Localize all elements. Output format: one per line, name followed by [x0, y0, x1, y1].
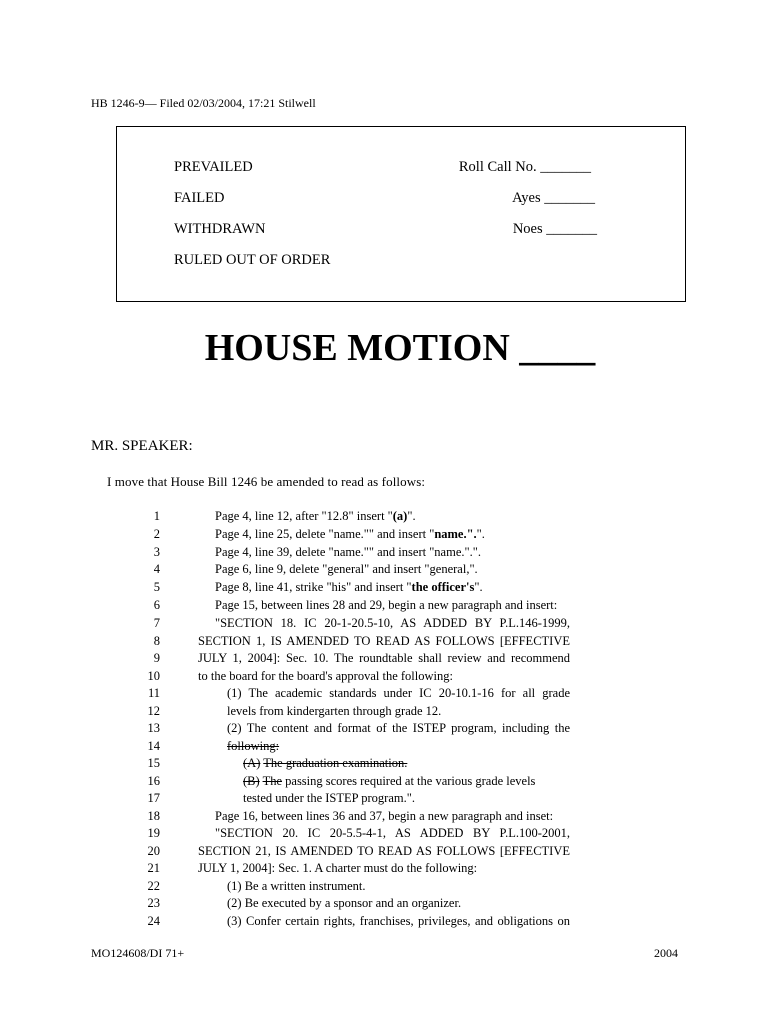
line-number: 8: [153, 634, 160, 648]
line-number: 12: [147, 704, 160, 718]
amendment-line-2: Page 4, line 25, delete "name."" and insert "name.".".: [215, 527, 485, 541]
amendment-line-15: (A) The graduation examination.: [243, 756, 408, 770]
line-number: 2: [153, 527, 160, 541]
ruled-out-label: RULED OUT OF ORDER: [174, 252, 331, 268]
amendment-line-10: to the board for the board's approval the following:: [198, 669, 453, 683]
noes-field: Noes _______: [512, 221, 597, 237]
amendment-line-24: (3) Confer certain rights, franchises, privileges, and obligations on: [227, 914, 570, 928]
amendment-line-1: Page 4, line 12, after "12.8" insert "(a)".: [215, 509, 416, 523]
line-number: 6: [153, 598, 160, 612]
amendment-line-18: Page 16, between lines 36 and 37, begin a new paragraph and inset:: [215, 809, 554, 823]
roll-call-field: Roll Call No. _______: [458, 159, 591, 175]
amendment-line-9: JULY 1, 2004]: Sec. 10. The roundtable shall review and recommend: [198, 651, 570, 665]
withdrawn-label: WITHDRAWN: [174, 221, 266, 237]
filing-header: HB 1246-9— Filed 02/03/2004, 17:21 Stilwell: [91, 96, 316, 110]
line-number: 5: [153, 580, 160, 594]
document-id: MO124608/DI 71+: [91, 946, 185, 960]
line-number: 4: [153, 562, 160, 576]
ayes-field: Ayes _______: [512, 190, 595, 206]
line-number: 17: [147, 791, 160, 805]
line-number: 16: [147, 774, 160, 788]
prevailed-label: PREVAILED: [174, 159, 253, 175]
amendment-line-12: levels from kindergarten through grade 12.: [227, 704, 442, 718]
salutation: MR. SPEAKER:: [91, 438, 193, 454]
amendment-line-8: SECTION 1, IS AMENDED TO READ AS FOLLOWS [EFFECTIVE: [198, 634, 570, 648]
vote-status-box: [116, 126, 686, 302]
footer-year: 2004: [654, 946, 678, 960]
amendment-line-17: tested under the ISTEP program.".: [243, 791, 415, 805]
motion-title: HOUSE MOTION ____: [204, 327, 596, 369]
amendment-line-5: Page 8, line 41, strike "his" and insert "the officer's".: [215, 580, 483, 594]
line-number: 14: [147, 739, 160, 753]
line-number: 19: [147, 826, 160, 840]
line-number: 15: [147, 756, 160, 770]
line-number: 24: [147, 914, 160, 928]
line-number: 1: [153, 509, 160, 523]
amendment-line-16: (B) The passing scores required at the various grade levels: [243, 774, 536, 788]
amendment-line-23: (2) Be executed by a sponsor and an organizer.: [227, 896, 462, 910]
line-number: 18: [147, 809, 160, 823]
line-number: 10: [147, 669, 160, 683]
amendment-line-6: Page 15, between lines 28 and 29, begin a new paragraph and insert:: [215, 598, 558, 612]
line-number: 22: [147, 879, 160, 893]
line-number: 21: [147, 861, 160, 875]
amendment-line-13: (2) The content and format of the ISTEP program, including the: [227, 721, 570, 735]
line-number: 9: [153, 651, 160, 665]
line-number: 7: [153, 616, 160, 630]
amendment-line-19: "SECTION 20. IC 20-5.5-4-1, AS ADDED BY P.L.100-2001,: [215, 826, 570, 840]
line-number: 11: [147, 686, 160, 700]
amendment-line-4: Page 6, line 9, delete "general" and insert "general,".: [215, 562, 478, 576]
line-number: 23: [147, 896, 160, 910]
amendment-line-22: (1) Be a written instrument.: [227, 879, 366, 893]
amendment-line-21: JULY 1, 2004]: Sec. 1. A charter must do the following:: [198, 861, 478, 875]
amendment-line-7: "SECTION 18. IC 20-1-20.5-10, AS ADDED BY P.L.146-1999,: [215, 616, 570, 630]
intro-text: I move that House Bill 1246 be amended to read as follows:: [107, 474, 426, 489]
amendment-line-3: Page 4, line 39, delete "name."" and insert "name.".".: [215, 545, 481, 559]
line-number: 13: [147, 721, 160, 735]
line-number: 3: [153, 545, 160, 559]
amendment-line-20: SECTION 21, IS AMENDED TO READ AS FOLLOWS [EFFECTIVE: [198, 844, 570, 858]
amendment-line-11: (1) The academic standards under IC 20-10.1-16 for all grade: [227, 686, 570, 700]
line-number: 20: [147, 844, 160, 858]
failed-label: FAILED: [174, 190, 225, 206]
amendment-line-14: following:: [227, 739, 280, 753]
